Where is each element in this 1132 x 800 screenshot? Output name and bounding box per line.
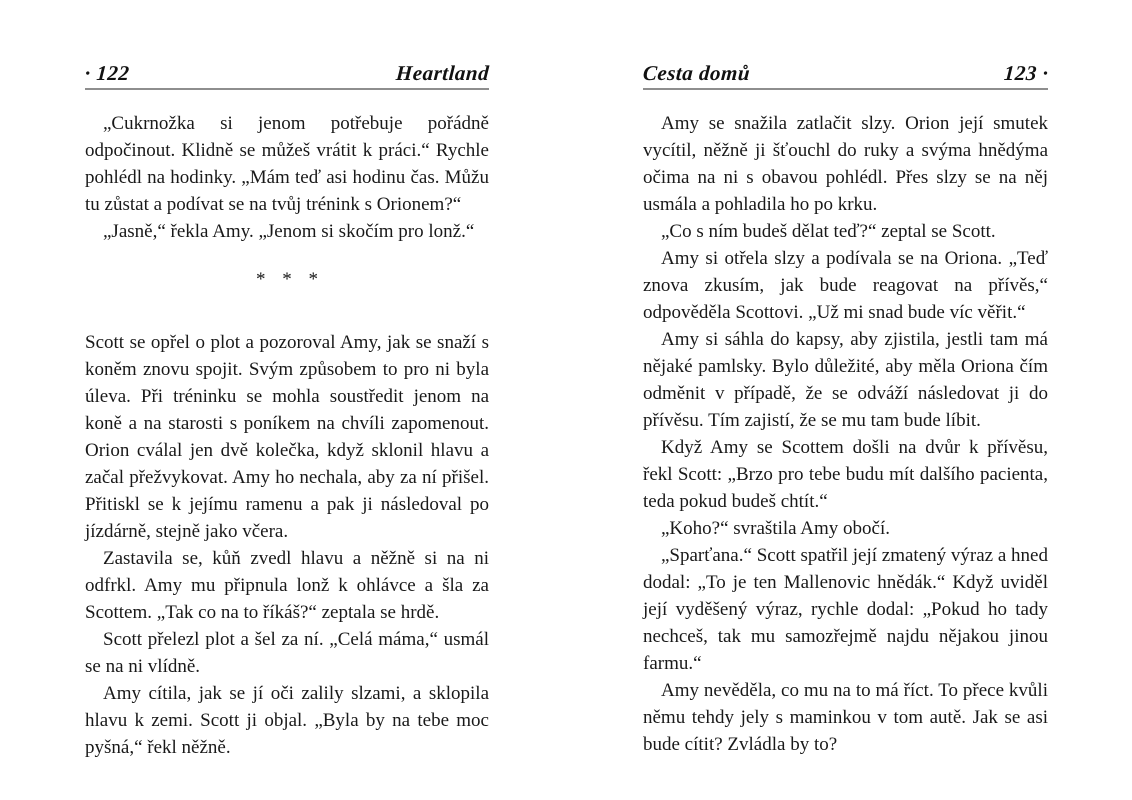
paragraph: „Jasně,“ řekla Amy. „Jenom si skočím pro lonž.“: [103, 221, 475, 242]
paragraph: Amy se snažila zatlačit slzy. Orion její smutek vycítil, něžně ji šťouchl do ruky a svýma hnědýma očima na ni s obavou pohlédl. Přes slzy se na něj usmála a pohladila ho po krku.: [643, 113, 1048, 215]
left-running-title: Heartland: [395, 61, 490, 85]
right-page: [643, 62, 1048, 758]
paragraph: Scott se opřel o plot a pozoroval Amy, jak se snaží s koněm znovu spojit. Svým způsobem to pro ni byla úleva. Při tréninku se mohla soustředit jenom na koně a na starosti s poníkem na chvíli zapomenout. Orion cválal jen dvě kolečka, když sklonil hlavu a začal přežvykovat. Amy ho nechala, aby za ní přišel. Přitiskl se k jejímu ramenu a pak ji následoval po jízdárně, stejně jako včera.: [85, 332, 489, 542]
paragraph: Amy cítila, jak se jí oči zalily slzami, a sklopila hlavu k zemi. Scott ji objal. „Byla by na tebe moc pyšná,“ řekl něžně.: [85, 683, 489, 758]
paragraph: „Sparťana.“ Scott spatřil její zmatený výraz a hned dodal: „To je ten Mallenovic hnědák.“ Když uviděl její vyděšený výraz, rychle dodal: „Pokud ho tady nechceš, tak mu samozřejmě najdu nějakou jinou farmu.“: [643, 545, 1048, 674]
right-header-rule: [643, 88, 1048, 90]
paragraph: „Co s ním budeš dělat teď?“ zeptal se Scott.: [661, 221, 996, 242]
right-page-body: [643, 110, 1048, 758]
paragraph: Zastavila se, kůň zvedl hlavu a něžně si na ni odfrkl. Amy mu připnula lonž k ohlávce a šla za Scottem. „Tak co na to říkáš?“ zeptala se hrdě.: [85, 548, 489, 623]
right-page-header: [643, 62, 1048, 86]
right-running-title: Cesta domů: [642, 61, 751, 85]
paragraph: Když Amy se Scottem došli na dvůr k přívěsu, řekl Scott: „Brzo pro tebe budu mít dalšího pacienta, teda pokud budeš chtít.“: [643, 437, 1048, 512]
left-page-header: [85, 62, 489, 86]
right-page-number: 123 ·: [1002, 61, 1049, 85]
section-separator: * * *: [256, 269, 318, 290]
paragraph: „Koho?“ svraštila Amy obočí.: [661, 518, 891, 539]
paragraph: Scott přelezl plot a šel za ní. „Celá máma,“ usmál se na ni vlídně.: [85, 629, 489, 677]
paragraph: Amy si sáhla do kapsy, aby zjistila, jestli tam má nějaké pamlsky. Bylo důležité, aby měla Oriona čím odměnit v případě, že se odváží následovat ji do přívěsu. Tím zajistí, že se mu tam bude líbit.: [643, 329, 1048, 431]
left-page: [85, 62, 489, 761]
paragraph: „Cukrnožka si jenom potřebuje pořádně odpočinout. Klidně se můžeš vrátit k práci.“ Rychle pohlédl na hodinky. „Mám teď asi hodinu čas. Můžu tu zůstat a podívat se na tvůj trénink s Orionem?“: [85, 113, 489, 215]
left-page-number: · 122: [84, 61, 131, 85]
paragraph: Amy nevěděla, co mu na to má říct. To přece kvůli němu tehdy jely s maminkou v tom autě. Jak se asi bude cítit? Zvládla by to?: [643, 680, 1048, 755]
left-header-rule: [85, 88, 489, 90]
paragraph: Amy si otřela slzy a podívala se na Oriona. „Teď znova zkusím, jak bude reagovat na přívěs,“ odpověděla Scottovi. „Už mi snad bude víc věřit.“: [643, 248, 1048, 323]
left-page-body: [85, 110, 489, 761]
